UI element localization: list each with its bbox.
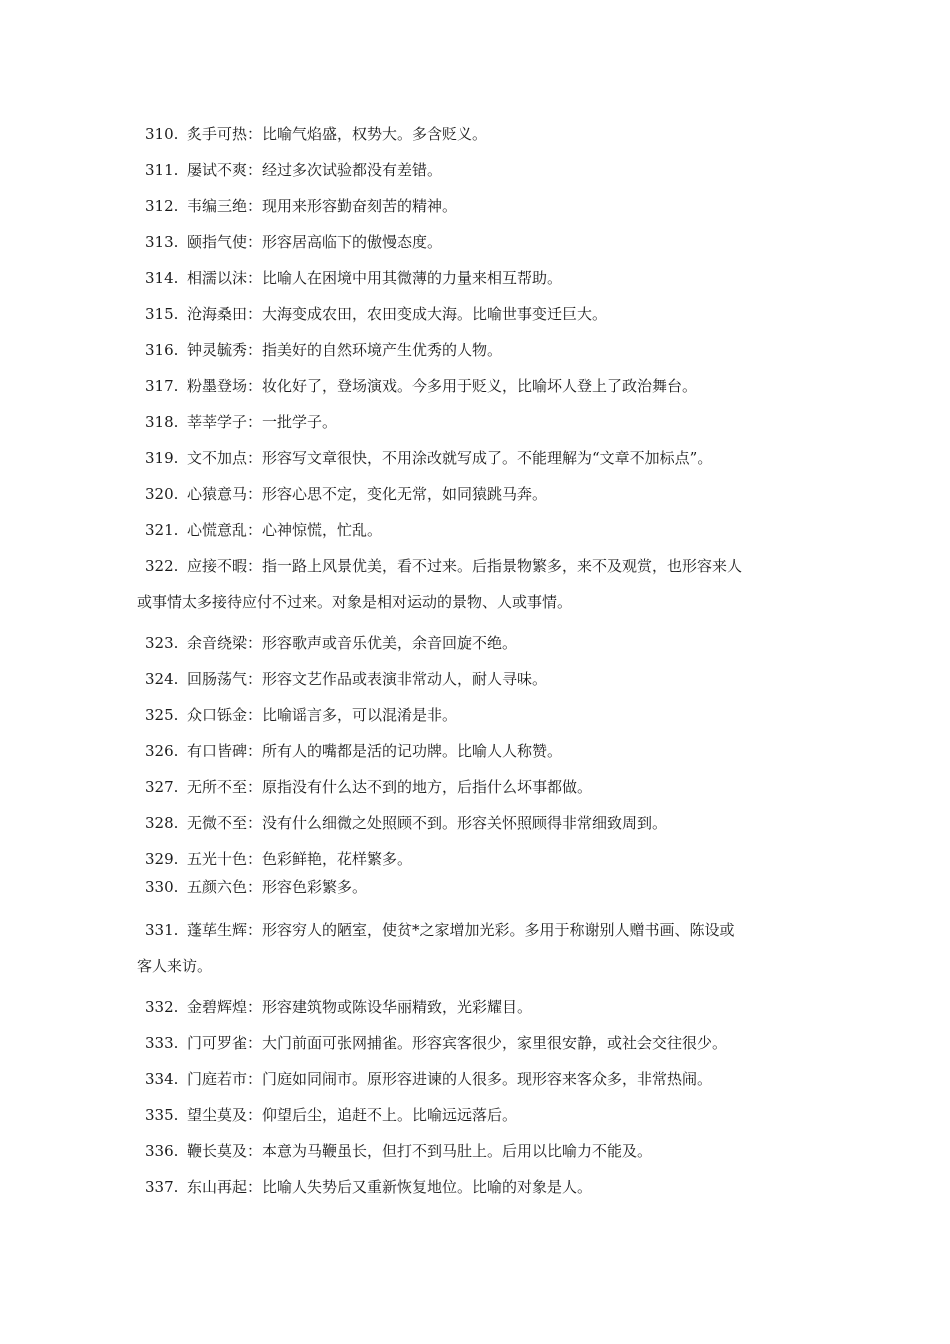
- list-item: [145, 1141, 652, 1161]
- entry-definition: 炙手可热：比喻气焰盛，权势大。多含贬义。: [187, 125, 488, 143]
- entry-number: 327.: [145, 778, 179, 796]
- list-item: [145, 376, 697, 396]
- list-item: [145, 160, 442, 180]
- entry-definition: 东山再起：比喻人失势后又重新恢复地位。比喻的对象是人。: [187, 1178, 593, 1196]
- list-item: [145, 741, 562, 761]
- entry-number: 335.: [145, 1106, 179, 1124]
- list-item: [145, 196, 457, 216]
- entry-number: 325.: [145, 706, 179, 724]
- entry-number: 331.: [145, 921, 179, 939]
- entry-number: 323.: [145, 634, 179, 652]
- entry-definition: 屡试不爽：经过多次试验都没有差错。: [187, 161, 443, 179]
- entry-number: 337.: [145, 1178, 179, 1196]
- entry-definition: 无所不至：原指没有什么达不到的地方，后指什么坏事都做。: [187, 778, 593, 796]
- entry-definition: 心猿意马：形容心思不定，变化无常，如同猿跳马奔。: [187, 485, 548, 503]
- entry-number: 324.: [145, 670, 179, 688]
- entry-definition: 相濡以沫：比喻人在困境中用其微薄的力量来相互帮助。: [187, 269, 563, 287]
- entry-definition: 粉墨登场：妆化好了，登场演戏。今多用于贬义，比喻坏人登上了政治舞台。: [187, 377, 698, 395]
- entry-number: 333.: [145, 1034, 179, 1052]
- entry-number: 318.: [145, 413, 179, 431]
- entry-number: 328.: [145, 814, 179, 832]
- entry-definition: 众口铄金：比喻谣言多，可以混淆是非。: [187, 706, 458, 724]
- list-item: [145, 669, 547, 689]
- entry-continuation: 或事情太多接待应付不过来。对象是相对运动的景物、人或事情。: [137, 593, 573, 611]
- entry-number: 316.: [145, 341, 179, 359]
- entry-number: 334.: [145, 1070, 179, 1088]
- entry-number: 332.: [145, 998, 179, 1016]
- entry-number: 312.: [145, 197, 179, 215]
- list-item: [145, 877, 367, 897]
- entry-continuation: 客人来访。: [137, 957, 213, 975]
- entry-number: 320.: [145, 485, 179, 503]
- list-item: [137, 920, 735, 976]
- entry-definition: 望尘莫及：仰望后尘，追赶不上。比喻远远落后。: [187, 1106, 518, 1124]
- entry-definition: 蓬荜生辉：形容穷人的陋室，使贫*之家增加光彩。多用于称谢别人赠书画、陈设或: [187, 921, 735, 939]
- entry-definition: 回肠荡气：形容文艺作品或表演非常动人，耐人寻味。: [187, 670, 548, 688]
- entry-number: 313.: [145, 233, 179, 251]
- entry-number: 311.: [145, 161, 179, 179]
- list-item: [145, 813, 667, 833]
- entry-number: 319.: [145, 449, 179, 467]
- list-item: [145, 1177, 592, 1197]
- list-item: [145, 1033, 727, 1053]
- entry-definition: 有口皆碑：所有人的嘴都是活的记功牌。比喻人人称赞。: [187, 742, 563, 760]
- entry-definition: 颐指气使：形容居高临下的傲慢态度。: [187, 233, 443, 251]
- list-item: [145, 997, 532, 1017]
- entry-definition: 无微不至：没有什么细微之处照顾不到。形容关怀照顾得非常细致周到。: [187, 814, 668, 832]
- list-item: [145, 124, 487, 144]
- entry-definition: 门可罗雀：大门前面可张网捕雀。形容宾客很少，家里很安静，或社会交往很少。: [187, 1034, 728, 1052]
- entry-definition: 鞭长莫及：本意为马鞭虽长，但打不到马肚上。后用以比喻力不能及。: [187, 1142, 653, 1160]
- entry-definition: 余音绕梁：形容歌声或音乐优美，余音回旋不绝。: [187, 634, 518, 652]
- entry-number: 326.: [145, 742, 179, 760]
- entry-number: 321.: [145, 521, 179, 539]
- list-item: [145, 232, 442, 252]
- entry-definition: 文不加点：形容写文章很快，不用涂改就写成了。不能理解为“文章不加标点”。: [187, 449, 713, 467]
- list-item: [145, 340, 502, 360]
- entry-number: 310.: [145, 125, 179, 143]
- entry-number: 329.: [145, 850, 179, 868]
- entry-definition: 韦编三绝：现用来形容勤奋刻苦的精神。: [187, 197, 458, 215]
- entry-definition: 五颜六色：形容色彩繁多。: [187, 878, 368, 896]
- list-item: [145, 304, 607, 324]
- entry-number: 317.: [145, 377, 179, 395]
- entry-number: 330.: [145, 878, 179, 896]
- entry-definition: 莘莘学子：一批学子。: [187, 413, 338, 431]
- list-item: [145, 412, 337, 432]
- entry-number: 322.: [145, 557, 179, 575]
- entry-definition: 五光十色：色彩鲜艳，花样繁多。: [187, 850, 413, 868]
- list-item: [145, 633, 517, 653]
- entry-number: 315.: [145, 305, 179, 323]
- entry-number: 314.: [145, 269, 179, 287]
- list-item: [137, 556, 743, 612]
- list-item: [145, 448, 712, 468]
- list-item: [145, 520, 382, 540]
- entry-definition: 金碧辉煌：形容建筑物或陈设华丽精致，光彩耀目。: [187, 998, 533, 1016]
- entry-definition: 门庭若市：门庭如同闹市。原形容进谏的人很多。现形容来客众多，非常热闹。: [187, 1070, 713, 1088]
- list-item: [145, 849, 412, 869]
- entry-definition: 钟灵毓秀：指美好的自然环境产生优秀的人物。: [187, 341, 503, 359]
- list-item: [145, 705, 457, 725]
- list-item: [145, 1069, 712, 1089]
- list-item: [145, 484, 547, 504]
- list-item: [145, 777, 592, 797]
- list-item: [145, 268, 562, 288]
- entry-definition: 沧海桑田：大海变成农田，农田变成大海。比喻世事变迁巨大。: [187, 305, 608, 323]
- entry-definition: 应接不暇：指一路上风景优美，看不过来。后指景物繁多，来不及观赏，也形容来人: [187, 557, 743, 575]
- entry-definition: 心慌意乱：心神惊慌，忙乱。: [187, 521, 383, 539]
- list-item: [145, 1105, 517, 1125]
- entry-number: 336.: [145, 1142, 179, 1160]
